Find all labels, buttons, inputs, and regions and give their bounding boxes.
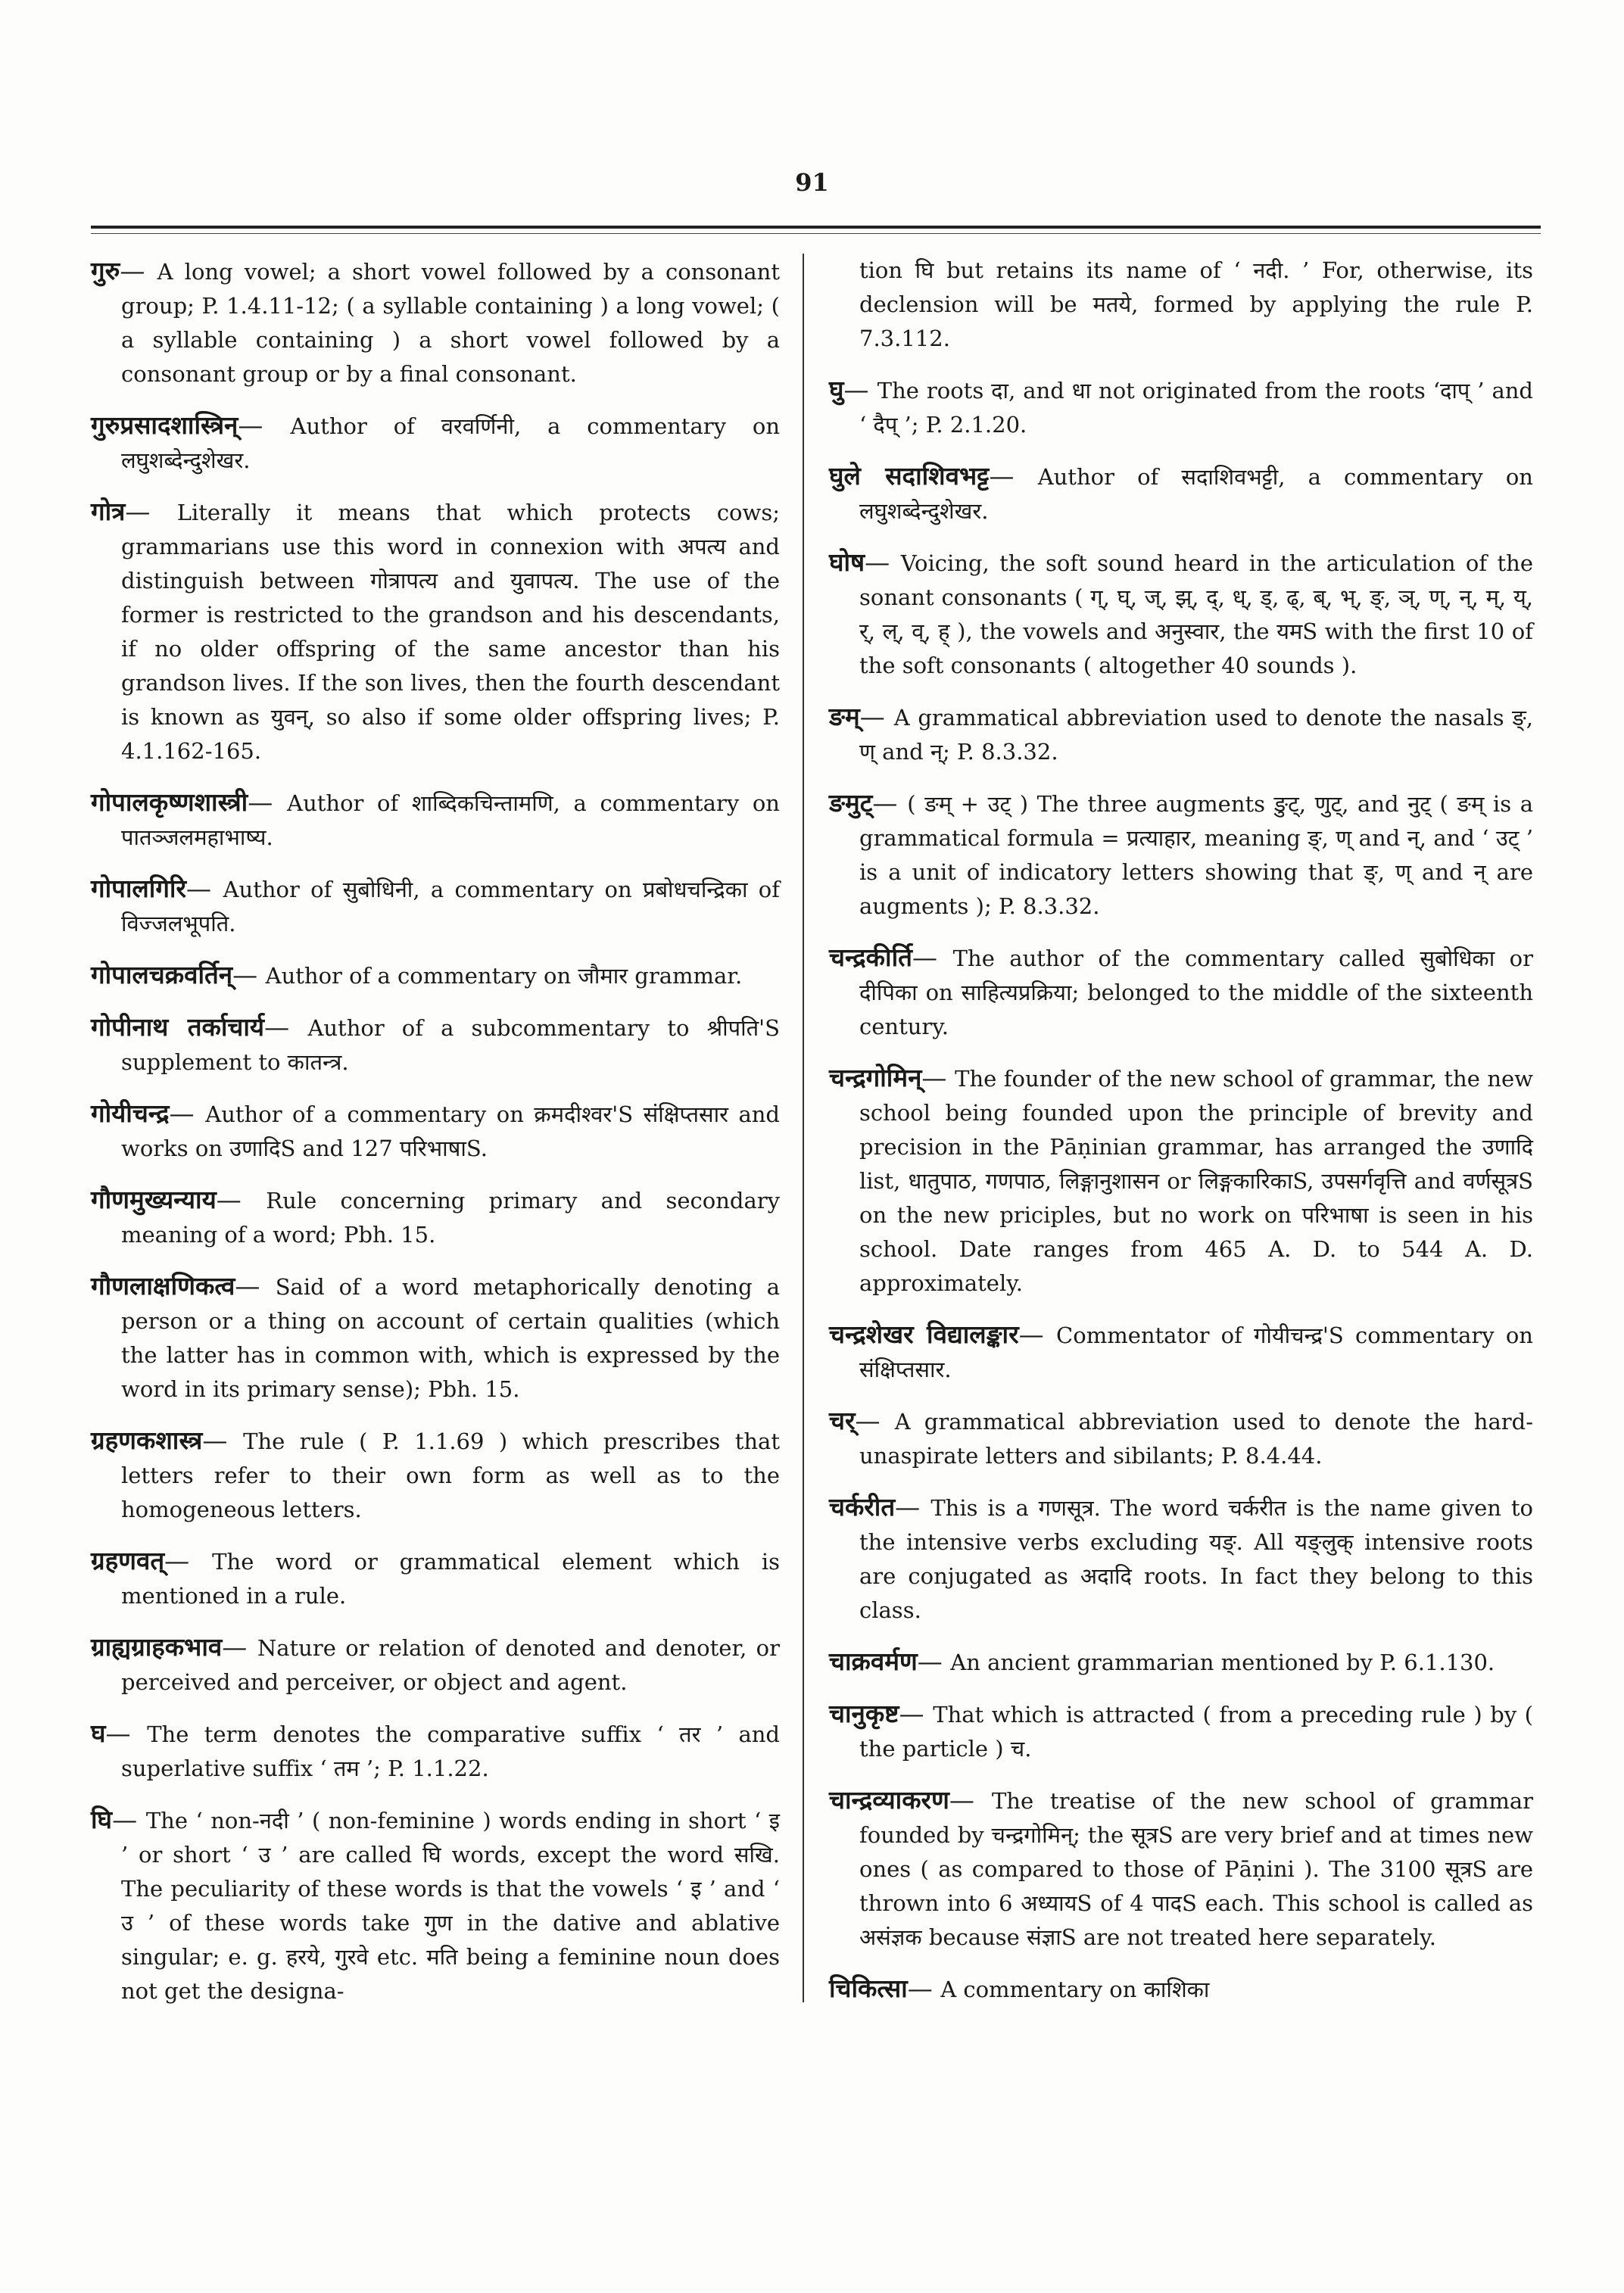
entry-headword: चन्द्रकीर्ति — (829, 942, 953, 972)
entry-headword: ङम् — (829, 702, 894, 731)
entry-headword: चानुकृष्ट — (829, 1699, 933, 1728)
entry-headword: ङमुट् — (829, 788, 907, 818)
dictionary-entry (829, 1317, 1533, 1387)
entry-headword: चाक्रवर्मण — (829, 1647, 950, 1676)
dictionary-entry (91, 1544, 780, 1613)
entry-headword: गौणलाक्षणिकत्व — (91, 1271, 276, 1301)
left-column (91, 254, 780, 2025)
dictionary-entry (91, 254, 780, 391)
entry-definition: Voicing, the soft sound heard in the articulation of the sonant consonants ( ग्, घ्, ज्, झ्, द्, ध्, ड्, ढ्, ब्, भ्, ङ्, ञ्, ण्, न्, म्, य्, र्, ल्, व्, ह् ), the vowels and अनुस्वार, the यमS with the first 10 of the soft consonants ( altogether 40 sounds ). (859, 550, 1533, 678)
entry-headword: घ — (91, 1718, 147, 1748)
entry-definition: The term denotes the comparative suffix ‘ तर ’ and superlative suffix ‘ तम ’; P. 1.1.22. (121, 1721, 780, 1781)
dictionary-entry (91, 408, 780, 478)
dictionary-entry (829, 1696, 1533, 1766)
dictionary-entry (829, 459, 1533, 528)
dictionary-entry (91, 1423, 780, 1527)
dictionary-entry (91, 871, 780, 941)
dictionary-entry (829, 372, 1533, 442)
entry-definition: The author of the commentary called सुबोधिका or दीपिका on साहित्यप्रक्रिया; belonged to the middle of the sixteenth century. (859, 946, 1533, 1039)
dictionary-entry (829, 699, 1533, 769)
dictionary-entry (91, 1096, 780, 1166)
entry-headword: गोपालचक्रवर्तिन् — (91, 960, 266, 989)
entry-definition: Author of a commentary on क्रमदीश्वर'S संक्षिप्तसार and works on उणादिS and 127 परिभाषाS. (121, 1101, 780, 1161)
entry-definition: Said of a word metaphorically denoting a person or a thing on account of certain qualities (which the latter has in common with, which is expressed by the word in its primary sense); Pbh. 15. (121, 1274, 780, 1402)
entry-definition: Commentator of गोयीचन्द्र'S commentary on संक्षिप्तसार. (859, 1323, 1533, 1382)
right-column (829, 254, 1533, 2024)
entry-definition: Author of सदाशिवभट्टी, a commentary on लघुशब्देन्दुशेखर. (859, 464, 1533, 524)
entry-headword: चन्द्रगोमिन् — (829, 1063, 955, 1092)
dictionary-entry (829, 1061, 1533, 1301)
entry-definition: This is a गणसूत्र. The word चर्करीत is the name given to the intensive verbs excluding यङ्. All यङ्लुक् intensive roots are conjugated as अदादि roots. In fact they belong to this class. (859, 1495, 1533, 1623)
dictionary-entry (829, 1404, 1533, 1473)
entry-definition: A commentary on काशिका (940, 1977, 1210, 2002)
entry-definition: Author of a commentary on जौमार grammar. (265, 963, 743, 989)
dictionary-entry (829, 1490, 1533, 1628)
entry-headword: चन्द्रशेखर विद्यालङ्कार — (829, 1319, 1056, 1349)
entry-definition: Author of सुबोधिनी, a commentary on प्रबोधचन्द्रिका of विज्जलभूपति. (121, 877, 780, 936)
column-divider (803, 254, 804, 2002)
entry-definition: The roots दा, and धा not originated from the roots ‘दाप् ’ and ‘ दैप् ’; P. 2.1.20. (859, 378, 1533, 438)
dictionary-entry (91, 494, 780, 768)
entry-definition: Rule concerning primary and secondary meaning of a word; Pbh. 15. (121, 1188, 780, 1248)
entry-definition: The founder of the new school of grammar, the new school being founded upon the principle of brevity and precision in the Pāṇinian grammar, has arranged the उणादि list, धातुपाठ, गणपाठ, लिङ्गानुशासन or लिङ्गकारिकाS, उपसर्गवृत्ति and वर्णसूत्रS on the new priciples, but no work on परिभाषा is seen in his school. Date ranges from 465 A. D. to 544 A. D. approximately. (859, 1066, 1533, 1296)
dictionary-entry (91, 1630, 780, 1699)
entry-definition: Literally it means that which protects cows; grammarians use this word in connexion with अपत्य and distinguish between गोत्रापत्य and युवापत्य. The use of the former is restricted to the grandson and his descendants, if no older offspring of the same ancestor than his grandson lives. If the son lives, then the fourth descendant is known as युवन्, so also if some older offspring lives; P. 4.1.162-165. (121, 500, 780, 764)
entry-definition: An ancient grammarian mentioned by P. 6.1.130. (950, 1650, 1495, 1675)
entry-definition: Nature or relation of denoted and denoter, or perceived and perceiver, or object and agent. (121, 1635, 780, 1695)
dictionary-entry (91, 785, 780, 855)
entry-definition: The treatise of the new school of grammar founded by चन्द्रगोमिन्; the सूत्रS are very brief and at times new ones ( as compared to those of Pāṇini ). The 3100 सूत्रS are thrown into 6 अध्यायS of 4 पादS each. This school is called as असंज्ञक because संज्ञाS are not treated here separately. (859, 1788, 1533, 1950)
entry-headword: ग्रहणकशास्त्र — (91, 1425, 243, 1455)
dictionary-entry (829, 1971, 1533, 2007)
entry-definition: Author of a subcommentary to श्रीपति'S supplement to कातन्त्र. (121, 1015, 780, 1075)
entry-definition: The ‘ non-नदी ’ ( non-feminine ) words ending in short ‘ इ ’ or short ‘ उ ’ are called घि words, except the word सखि. The peculiarity of these words is that the vowels ‘ इ ’ and ‘ उ ’ of these words take गुण in the dative and ablative singular; e. g. हरये, गुरवे etc. मति being a feminine noun does not get the designa- (121, 1808, 780, 2004)
dictionary-entry (91, 1182, 780, 1252)
dictionary-entry (91, 958, 780, 993)
entry-definition: ( ङम् + उट् ) The three augments ङुट्, णुट्, and नुट् ( ङम् is a grammatical formula = प्रत्याहार, meaning ङ्, ण् and न्, and ‘ उट् ’ is a unit of indicatory letters showing that ङ्, ण् and न् are augments ); P. 8.3.32. (859, 791, 1533, 919)
dictionary-entry (829, 940, 1533, 1044)
entry-definition: That which is attracted ( from a preceding rule ) by ( the particle ) च. (859, 1702, 1533, 1762)
entry-headword: गोत्र — (91, 497, 177, 526)
entry-definition: Author of वरवर्णिनी, a commentary on लघुशब्देन्दुशेखर. (121, 413, 781, 473)
entry-headword: गुरु — (91, 256, 157, 285)
header-rule (91, 226, 1541, 229)
entry-headword: ग्रहणवत् — (91, 1546, 212, 1575)
page-number: 91 (795, 168, 829, 197)
entry-headword: ग्राह्यग्राहकभाव — (91, 1632, 257, 1662)
continuation-text: tion घि but retains its name of ‘ नदी. ’ For, otherwise, its declension will be मतये, formed by applying the rule P. 7.3.112. (859, 257, 1533, 351)
entry-headword: चान्द्रव्याकरण — (829, 1785, 992, 1815)
dictionary-entry (829, 1783, 1533, 1955)
entry-headword: चिकित्सा — (829, 1974, 940, 2003)
dictionary-entry (91, 1802, 780, 2008)
entry-headword: गुरुप्रसादशास्त्रिन् — (91, 410, 291, 440)
entry-headword: गोयीचन्द्र — (91, 1098, 205, 1128)
entry-definition: The word or grammatical element which is mentioned in a rule. (121, 1549, 780, 1609)
dictionary-entry (91, 1716, 780, 1786)
dictionary-entry (91, 1269, 780, 1407)
entry-headword: घुले सदाशिवभट्ट — (829, 461, 1038, 491)
entry-headword: गौणमुख्यन्याय — (91, 1185, 266, 1214)
entry-headword: चर्करीत — (829, 1492, 930, 1522)
dictionary-entry (829, 786, 1533, 924)
entry-definition: A long vowel; a short vowel followed by a consonant group; P. 1.4.11-12; ( a syllable containing ) a long vowel; ( a syllable containing ) a short vowel followed by a consonant group or by a final consonant. (121, 259, 780, 387)
dictionary-entry (91, 1010, 780, 1080)
entry-definition: The rule ( P. 1.1.69 ) which prescribes that letters refer to their own form as well as to the homogeneous letters. (121, 1428, 780, 1522)
entry-headword: गोपीनाथ तर्काचार्य — (91, 1012, 307, 1042)
header-rule-thin (91, 233, 1541, 234)
dictionary-entry (829, 545, 1533, 683)
entry-headword: घि — (91, 1805, 146, 1834)
entry-definition: A grammatical abbreviation used to denote the nasals ङ्, ण् and न्; P. 8.3.32. (859, 705, 1533, 765)
entry-definition: A grammatical abbreviation used to denote the hard-unaspirate letters and sibilants; P. 8.4.44. (859, 1409, 1533, 1469)
entry-headword: गोपालगिरि — (91, 874, 223, 903)
entry-headword: चर् — (829, 1406, 895, 1435)
entry-headword: घु — (829, 375, 877, 404)
entry-definition: Author of शाब्दिकचिन्तामणि, a commentary on पातञ्जलमहाभाष्य. (121, 790, 780, 850)
entry-headword: गोपालकृष्णशास्त्री — (91, 787, 287, 817)
dictionary-entry (829, 1644, 1533, 1680)
entry-headword: घोष — (829, 547, 901, 577)
